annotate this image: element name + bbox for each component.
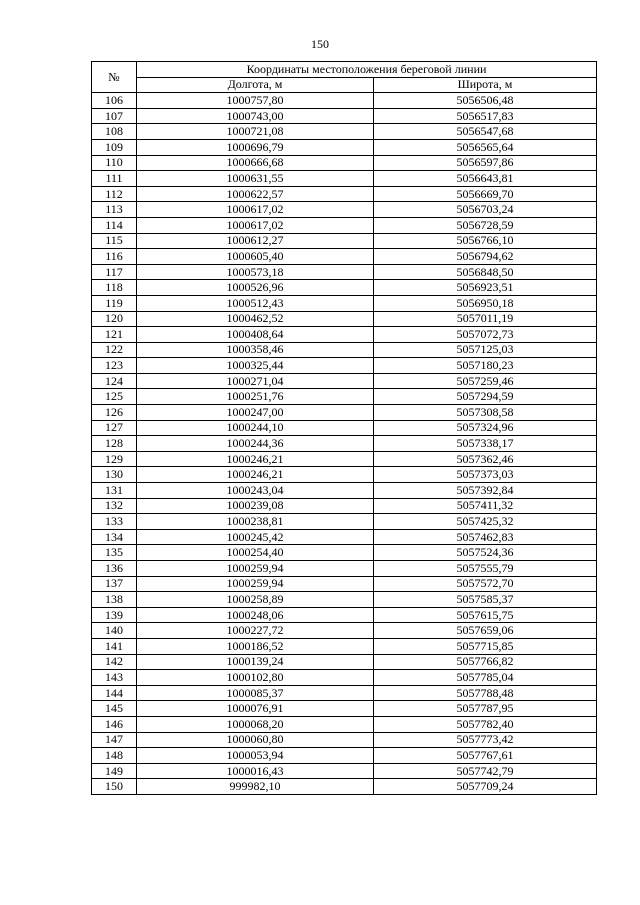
latitude-cell: 5056517,83 bbox=[374, 108, 597, 124]
table-subheader-row bbox=[92, 77, 597, 93]
longitude-cell: 1000243,04 bbox=[137, 483, 374, 499]
latitude-cell: 5057392,84 bbox=[374, 483, 597, 499]
longitude-cell: 1000246,21 bbox=[137, 467, 374, 483]
table-row bbox=[92, 342, 597, 358]
longitude-cell: 1000139,24 bbox=[137, 654, 374, 670]
column-header-latitude: Широта, м bbox=[374, 77, 597, 93]
table-row bbox=[92, 420, 597, 436]
table-row bbox=[92, 576, 597, 592]
latitude-cell: 5056547,68 bbox=[374, 124, 597, 140]
longitude-cell: 1000244,10 bbox=[137, 420, 374, 436]
latitude-cell: 5057524,36 bbox=[374, 545, 597, 561]
longitude-cell: 1000617,02 bbox=[137, 202, 374, 218]
longitude-cell: 1000462,52 bbox=[137, 311, 374, 327]
point-number-cell: 106 bbox=[92, 93, 137, 109]
point-number-cell: 109 bbox=[92, 139, 137, 155]
longitude-cell: 1000060,80 bbox=[137, 732, 374, 748]
point-number-cell: 148 bbox=[92, 748, 137, 764]
latitude-cell: 5057659,06 bbox=[374, 623, 597, 639]
table-row bbox=[92, 654, 597, 670]
latitude-cell: 5056794,62 bbox=[374, 249, 597, 265]
longitude-cell: 1000068,20 bbox=[137, 716, 374, 732]
point-number-cell: 129 bbox=[92, 451, 137, 467]
point-number-cell: 134 bbox=[92, 529, 137, 545]
latitude-cell: 5056728,59 bbox=[374, 217, 597, 233]
latitude-cell: 5057462,83 bbox=[374, 529, 597, 545]
point-number-cell: 150 bbox=[92, 779, 137, 795]
latitude-cell: 5057788,48 bbox=[374, 685, 597, 701]
latitude-cell: 5056703,24 bbox=[374, 202, 597, 218]
latitude-cell: 5056766,10 bbox=[374, 233, 597, 249]
latitude-cell: 5057308,58 bbox=[374, 405, 597, 421]
latitude-cell: 5057785,04 bbox=[374, 670, 597, 686]
point-number-cell: 149 bbox=[92, 763, 137, 779]
table-row bbox=[92, 623, 597, 639]
latitude-cell: 5057259,46 bbox=[374, 373, 597, 389]
table-row bbox=[92, 124, 597, 140]
table-row bbox=[92, 436, 597, 452]
longitude-cell: 1000245,42 bbox=[137, 529, 374, 545]
longitude-cell: 1000076,91 bbox=[137, 701, 374, 717]
point-number-cell: 126 bbox=[92, 405, 137, 421]
latitude-cell: 5057715,85 bbox=[374, 638, 597, 654]
point-number-cell: 125 bbox=[92, 389, 137, 405]
latitude-cell: 5057572,70 bbox=[374, 576, 597, 592]
table-row bbox=[92, 592, 597, 608]
longitude-cell: 1000721,08 bbox=[137, 124, 374, 140]
point-number-cell: 130 bbox=[92, 467, 137, 483]
point-number-cell: 123 bbox=[92, 358, 137, 374]
point-number-cell: 117 bbox=[92, 264, 137, 280]
longitude-cell: 1000666,68 bbox=[137, 155, 374, 171]
table-row bbox=[92, 108, 597, 124]
point-number-cell: 145 bbox=[92, 701, 137, 717]
latitude-cell: 5056565,64 bbox=[374, 139, 597, 155]
longitude-cell: 1000622,57 bbox=[137, 186, 374, 202]
table-row bbox=[92, 529, 597, 545]
latitude-cell: 5057709,24 bbox=[374, 779, 597, 795]
table-row bbox=[92, 171, 597, 187]
table-row bbox=[92, 763, 597, 779]
longitude-cell: 1000258,89 bbox=[137, 592, 374, 608]
column-header-number: № bbox=[92, 62, 137, 93]
point-number-cell: 122 bbox=[92, 342, 137, 358]
latitude-cell: 5056597,86 bbox=[374, 155, 597, 171]
latitude-cell: 5057787,95 bbox=[374, 701, 597, 717]
point-number-cell: 136 bbox=[92, 561, 137, 577]
table-row bbox=[92, 93, 597, 109]
latitude-cell: 5057011,19 bbox=[374, 311, 597, 327]
point-number-cell: 131 bbox=[92, 483, 137, 499]
point-number-cell: 142 bbox=[92, 654, 137, 670]
latitude-cell: 5057742,79 bbox=[374, 763, 597, 779]
table-row bbox=[92, 451, 597, 467]
longitude-cell: 1000238,81 bbox=[137, 514, 374, 530]
longitude-cell: 1000102,80 bbox=[137, 670, 374, 686]
longitude-cell: 1000271,04 bbox=[137, 373, 374, 389]
table-row bbox=[92, 732, 597, 748]
longitude-cell: 1000526,96 bbox=[137, 280, 374, 296]
table-row bbox=[92, 545, 597, 561]
table-row bbox=[92, 607, 597, 623]
longitude-cell: 1000085,37 bbox=[137, 685, 374, 701]
point-number-cell: 116 bbox=[92, 249, 137, 265]
table-row bbox=[92, 233, 597, 249]
point-number-cell: 113 bbox=[92, 202, 137, 218]
point-number-cell: 112 bbox=[92, 186, 137, 202]
latitude-cell: 5057782,40 bbox=[374, 716, 597, 732]
point-number-cell: 147 bbox=[92, 732, 137, 748]
table-row bbox=[92, 389, 597, 405]
longitude-cell: 1000246,21 bbox=[137, 451, 374, 467]
longitude-cell: 1000254,40 bbox=[137, 545, 374, 561]
point-number-cell: 139 bbox=[92, 607, 137, 623]
longitude-cell: 1000016,43 bbox=[137, 763, 374, 779]
point-number-cell: 133 bbox=[92, 514, 137, 530]
longitude-cell: 1000259,94 bbox=[137, 561, 374, 577]
longitude-cell: 1000605,40 bbox=[137, 249, 374, 265]
table-row bbox=[92, 280, 597, 296]
latitude-cell: 5056669,70 bbox=[374, 186, 597, 202]
table-row bbox=[92, 716, 597, 732]
column-group-header-coordinates: Координаты местоположения береговой линии bbox=[137, 62, 597, 78]
latitude-cell: 5057773,42 bbox=[374, 732, 597, 748]
table-row bbox=[92, 373, 597, 389]
longitude-cell: 1000573,18 bbox=[137, 264, 374, 280]
table-row bbox=[92, 701, 597, 717]
longitude-cell: 1000227,72 bbox=[137, 623, 374, 639]
longitude-cell: 999982,10 bbox=[137, 779, 374, 795]
table-row bbox=[92, 295, 597, 311]
point-number-cell: 137 bbox=[92, 576, 137, 592]
latitude-cell: 5057125,03 bbox=[374, 342, 597, 358]
longitude-cell: 1000408,64 bbox=[137, 327, 374, 343]
longitude-cell: 1000325,44 bbox=[137, 358, 374, 374]
table-row bbox=[92, 249, 597, 265]
table-row bbox=[92, 483, 597, 499]
latitude-cell: 5056848,50 bbox=[374, 264, 597, 280]
latitude-cell: 5057072,73 bbox=[374, 327, 597, 343]
latitude-cell: 5056950,18 bbox=[374, 295, 597, 311]
table-row bbox=[92, 638, 597, 654]
latitude-cell: 5057615,75 bbox=[374, 607, 597, 623]
point-number-cell: 128 bbox=[92, 436, 137, 452]
point-number-cell: 118 bbox=[92, 280, 137, 296]
page-number: 150 bbox=[311, 37, 329, 51]
table-body bbox=[92, 93, 597, 795]
longitude-cell: 1000247,00 bbox=[137, 405, 374, 421]
table-row bbox=[92, 748, 597, 764]
point-number-cell: 132 bbox=[92, 498, 137, 514]
point-number-cell: 144 bbox=[92, 685, 137, 701]
latitude-cell: 5057180,23 bbox=[374, 358, 597, 374]
table-row bbox=[92, 139, 597, 155]
point-number-cell: 127 bbox=[92, 420, 137, 436]
latitude-cell: 5056643,81 bbox=[374, 171, 597, 187]
point-number-cell: 135 bbox=[92, 545, 137, 561]
column-header-longitude: Долгота, м bbox=[137, 77, 374, 93]
latitude-cell: 5057294,59 bbox=[374, 389, 597, 405]
coordinates-table bbox=[91, 61, 597, 795]
table-row bbox=[92, 327, 597, 343]
latitude-cell: 5057324,96 bbox=[374, 420, 597, 436]
point-number-cell: 143 bbox=[92, 670, 137, 686]
longitude-cell: 1000358,46 bbox=[137, 342, 374, 358]
longitude-cell: 1000259,94 bbox=[137, 576, 374, 592]
point-number-cell: 110 bbox=[92, 155, 137, 171]
point-number-cell: 121 bbox=[92, 327, 137, 343]
table-row bbox=[92, 217, 597, 233]
latitude-cell: 5057338,17 bbox=[374, 436, 597, 452]
longitude-cell: 1000743,00 bbox=[137, 108, 374, 124]
longitude-cell: 1000631,55 bbox=[137, 171, 374, 187]
table-row bbox=[92, 670, 597, 686]
longitude-cell: 1000617,02 bbox=[137, 217, 374, 233]
point-number-cell: 120 bbox=[92, 311, 137, 327]
latitude-cell: 5057362,46 bbox=[374, 451, 597, 467]
table-row bbox=[92, 186, 597, 202]
table-row bbox=[92, 498, 597, 514]
longitude-cell: 1000053,94 bbox=[137, 748, 374, 764]
latitude-cell: 5057555,79 bbox=[374, 561, 597, 577]
table-row bbox=[92, 685, 597, 701]
latitude-cell: 5056923,51 bbox=[374, 280, 597, 296]
table-row bbox=[92, 467, 597, 483]
longitude-cell: 1000244,36 bbox=[137, 436, 374, 452]
point-number-cell: 108 bbox=[92, 124, 137, 140]
longitude-cell: 1000512,43 bbox=[137, 295, 374, 311]
point-number-cell: 107 bbox=[92, 108, 137, 124]
table-row bbox=[92, 202, 597, 218]
latitude-cell: 5057411,32 bbox=[374, 498, 597, 514]
table-row bbox=[92, 561, 597, 577]
point-number-cell: 140 bbox=[92, 623, 137, 639]
point-number-cell: 114 bbox=[92, 217, 137, 233]
longitude-cell: 1000248,06 bbox=[137, 607, 374, 623]
longitude-cell: 1000612,27 bbox=[137, 233, 374, 249]
table-row bbox=[92, 514, 597, 530]
latitude-cell: 5057373,03 bbox=[374, 467, 597, 483]
point-number-cell: 124 bbox=[92, 373, 137, 389]
longitude-cell: 1000186,52 bbox=[137, 638, 374, 654]
latitude-cell: 5056506,48 bbox=[374, 93, 597, 109]
table-row bbox=[92, 358, 597, 374]
latitude-cell: 5057767,61 bbox=[374, 748, 597, 764]
longitude-cell: 1000696,79 bbox=[137, 139, 374, 155]
point-number-cell: 146 bbox=[92, 716, 137, 732]
latitude-cell: 5057425,32 bbox=[374, 514, 597, 530]
table-row bbox=[92, 155, 597, 171]
point-number-cell: 141 bbox=[92, 638, 137, 654]
longitude-cell: 1000251,76 bbox=[137, 389, 374, 405]
latitude-cell: 5057766,82 bbox=[374, 654, 597, 670]
point-number-cell: 119 bbox=[92, 295, 137, 311]
table-header-row bbox=[92, 62, 597, 78]
table-row bbox=[92, 779, 597, 795]
latitude-cell: 5057585,37 bbox=[374, 592, 597, 608]
table-row bbox=[92, 405, 597, 421]
point-number-cell: 115 bbox=[92, 233, 137, 249]
longitude-cell: 1000757,80 bbox=[137, 93, 374, 109]
longitude-cell: 1000239,08 bbox=[137, 498, 374, 514]
table-row bbox=[92, 311, 597, 327]
table-row bbox=[92, 264, 597, 280]
point-number-cell: 138 bbox=[92, 592, 137, 608]
point-number-cell: 111 bbox=[92, 171, 137, 187]
